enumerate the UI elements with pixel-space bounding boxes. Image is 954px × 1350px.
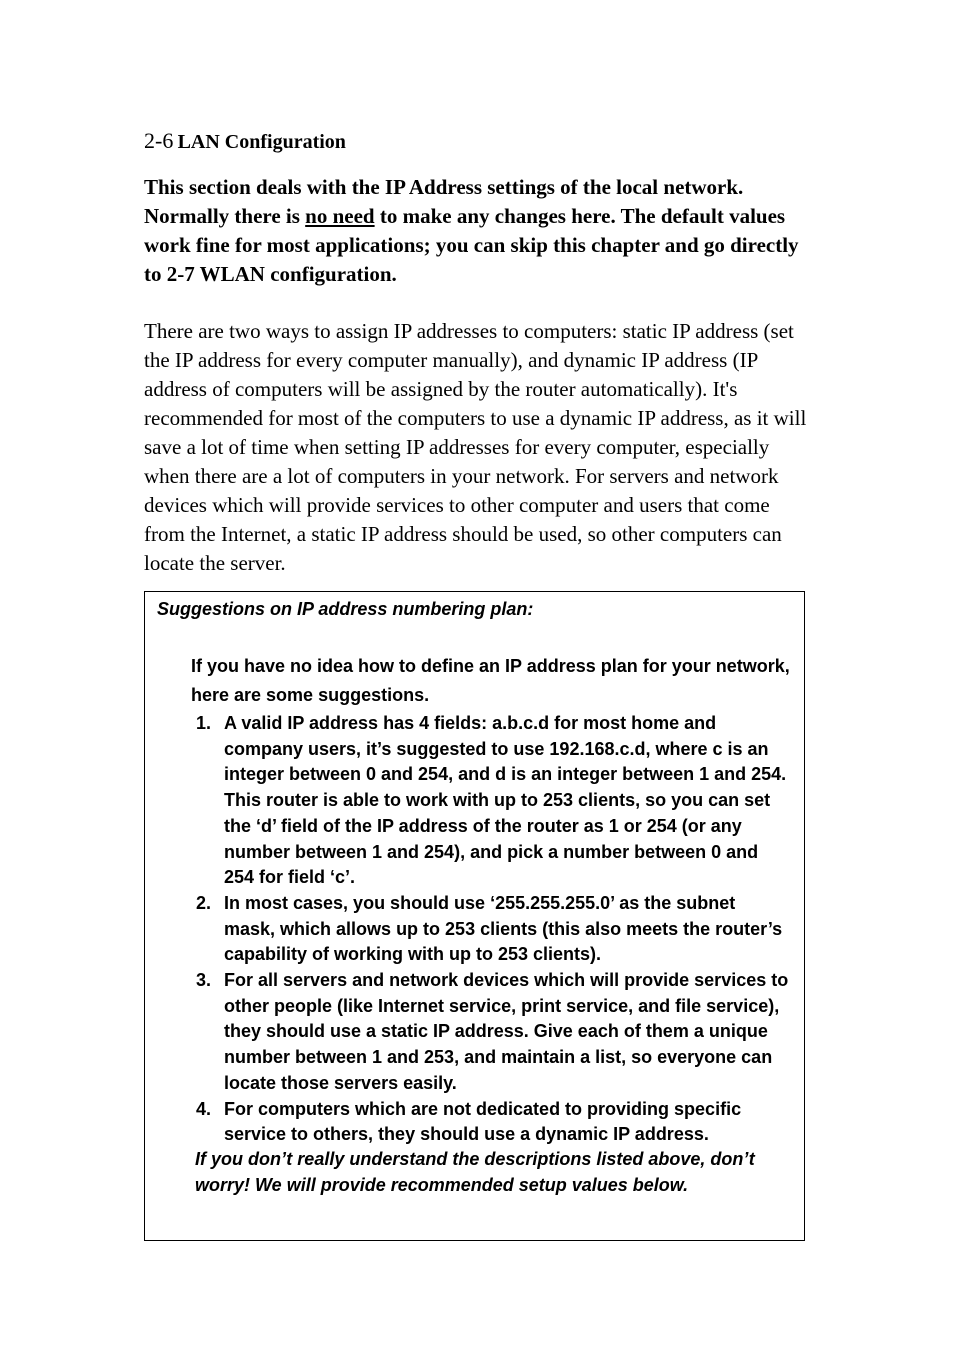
list-item-text: For all servers and network devices which will provide services to other people (like Internet service, print service, and file service), they should use a static IP address. Give each of them a unique number between 1 and 253, and maintain a list, so everyone can locate those servers easily. (224, 970, 789, 1093)
section-number: 2-6 (144, 128, 174, 153)
suggestions-note: If you don’t really understand the descriptions listed above, don’t worry! We will provide recommended setup values below. (195, 1149, 755, 1195)
list-item (191, 891, 791, 968)
suggestions-box (144, 591, 805, 1241)
intro-text-part1: This section deals with the IP Address settings of the local network. Normally there is (144, 175, 744, 228)
list-item (191, 1097, 791, 1148)
list-item-number: 4. (196, 1098, 212, 1119)
intro-underlined-text: no need (305, 204, 375, 228)
list-item (191, 968, 791, 1097)
list-item-text: In most cases, you should use ‘255.255.255.0’ as the subnet mask, which allows up to 253 clients (this also meets the router’s capability of working with up to 253 clients). (224, 892, 783, 965)
body-paragraph: There are two ways to assign IP addresses to computers: static IP address (set the IP address for every computer manually), and dynamic IP address (IP address of computers will be assigned by the router automatically). It's recommended for most of the computers to use a dynamic IP address, as it will save a lot of time when setting IP addresses for every computer, especially when there are a lot of computers in your network. For servers and network devices which will provide services to other computer and users that come from the Internet, a static IP address should be used, so other computers can locate the server. (144, 319, 807, 575)
list-item-text: A valid IP address has 4 fields: a.b.c.d for most home and company users, it’s suggested to use 192.168.c.d, where c is an integer between 0 and 254, and d is an integer between 1 and 254. This router is able to work with up to 253 clients, so you can set the ‘d’ field of the IP address of the router as 1 or 254 (or any number between 1 and 254), and pick a number between 0 and 254 for field ‘c’. (224, 713, 787, 888)
intro-paragraph (144, 173, 814, 289)
intro-text-part2: to make any changes here. The default values work fine for most applications; you can skip this chapter and go directly to 2-7 WLAN configuration. (144, 204, 799, 286)
suggestions-lead: If you have no idea how to define an IP address plan for your network, here are some suggestions. (191, 656, 790, 705)
section-title: LAN Configuration (177, 131, 346, 153)
suggestions-list (191, 711, 791, 1148)
list-item-number: 2. (196, 892, 212, 913)
section-heading (144, 128, 346, 154)
list-item (191, 711, 791, 891)
list-item-text: For computers which are not dedicated to providing specific service to others, they should use a dynamic IP address. (224, 1098, 742, 1145)
list-item-number: 1. (196, 713, 212, 733)
suggestions-title: Suggestions on IP address numbering plan: (157, 599, 534, 619)
list-item-number: 3. (196, 970, 212, 991)
